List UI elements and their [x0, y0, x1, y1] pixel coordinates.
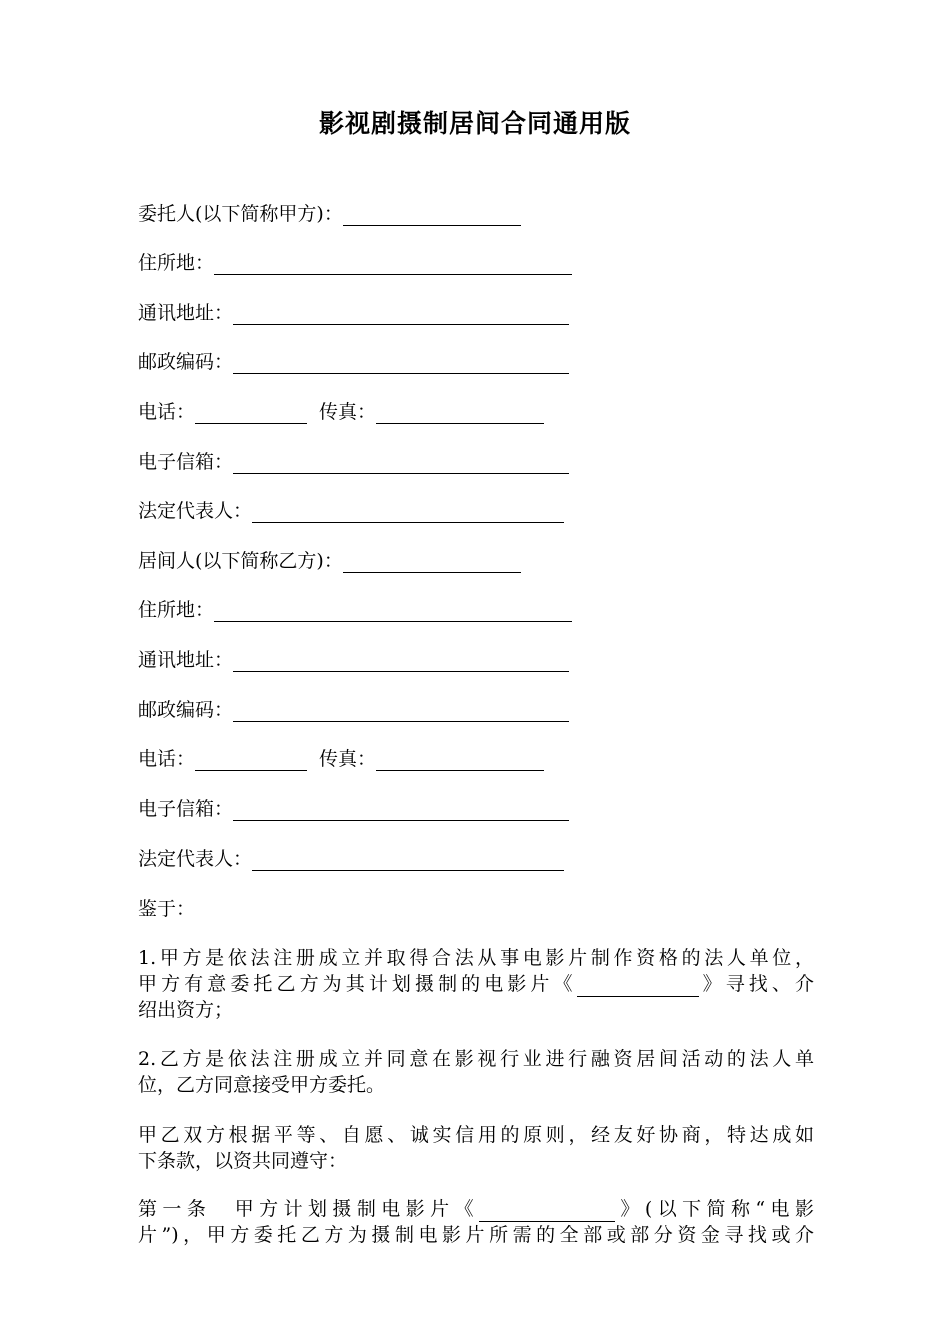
party-b-legal-rep-label: 法定代表人： [138, 848, 253, 870]
party-b-heading-label: 居间人(以下简称乙方)： [138, 550, 343, 572]
party-b-postcode-field [138, 698, 569, 722]
clause-1-line-2-text-a: 甲方有意委托乙方为其计划摄制的电影片《 [138, 973, 577, 995]
article-1-label: 第一条 [138, 1198, 212, 1220]
article-1-line-1 [138, 1196, 814, 1222]
party-a-email-field [138, 450, 569, 474]
party-b-email-label: 电子信箱： [138, 798, 234, 820]
whereas-heading: 鉴于： [138, 898, 196, 920]
party-a-fax-blank[interactable] [376, 403, 544, 424]
party-a-email-label: 电子信箱： [138, 451, 234, 473]
party-b-email-blank[interactable] [233, 800, 569, 821]
party-b-postcode-blank[interactable] [233, 701, 569, 722]
party-a-residence-label: 住所地： [138, 252, 215, 274]
agreement-line-1: 甲乙双方根据平等、自愿、诚实信用的原则，经友好协商，特达成如 [138, 1124, 814, 1146]
party-a-residence-blank[interactable] [214, 254, 572, 275]
party-a-phone-blank[interactable] [195, 403, 307, 424]
clause-2-paragraph [138, 1046, 814, 1098]
party-a-address-label: 通讯地址： [138, 302, 234, 324]
party-a-heading-field [138, 202, 521, 226]
clause-1-line-3: 绍出资方； [138, 999, 234, 1021]
party-b-phone-fax-field [138, 747, 544, 771]
agreement-paragraph [138, 1122, 814, 1174]
party-a-legal-rep-blank[interactable] [252, 502, 564, 523]
party-b-address-label: 通讯地址： [138, 649, 234, 671]
party-b-legal-rep-blank[interactable] [252, 850, 564, 871]
party-b-legal-rep-field [138, 847, 564, 871]
party-a-postcode-label: 邮政编码： [138, 351, 234, 373]
party-b-residence-field [138, 598, 572, 622]
article-1-film-title-blank[interactable] [479, 1201, 615, 1222]
clause-1-line-1: 1.甲方是依法注册成立并取得合法从事电影片制作资格的法人单位， [138, 947, 814, 969]
clause-1-line-2 [138, 971, 814, 997]
party-a-legal-rep-field [138, 499, 564, 523]
party-a-email-blank[interactable] [233, 453, 569, 474]
article-1-line-1-text-a: 甲方计划摄制电影片《 [229, 1198, 479, 1220]
party-b-email-field [138, 797, 569, 821]
clause-2-line-1: 2.乙方是依法注册成立并同意在影视行业进行融资居间活动的法人单 [138, 1048, 814, 1070]
party-b-name-blank[interactable] [343, 552, 521, 573]
party-a-phone-label: 电话： [138, 401, 196, 423]
agreement-line-2: 下条款，以资共同遵守： [138, 1150, 348, 1172]
party-b-fax-blank[interactable] [376, 750, 544, 771]
party-b-phone-label: 电话： [138, 748, 196, 770]
party-a-residence-field [138, 251, 572, 275]
party-a-postcode-field [138, 350, 569, 374]
party-a-address-field [138, 301, 569, 325]
party-b-postcode-label: 邮政编码： [138, 699, 234, 721]
article-1-line-2: 片”)，甲方委托乙方为摄制电影片所需的全部或部分资金寻找或介 [138, 1224, 814, 1246]
party-a-phone-fax-field [138, 400, 544, 424]
party-b-residence-blank[interactable] [214, 601, 572, 622]
party-b-address-blank[interactable] [233, 651, 569, 672]
clause-1-paragraph [138, 945, 814, 1023]
party-a-heading-label: 委托人(以下简称甲方)： [138, 203, 343, 225]
party-a-legal-rep-label: 法定代表人： [138, 500, 253, 522]
article-1-paragraph [138, 1196, 814, 1248]
party-b-residence-label: 住所地： [138, 599, 215, 621]
party-a-name-blank[interactable] [343, 205, 521, 226]
party-a-postcode-blank[interactable] [233, 353, 569, 374]
clause-1-line-2-text-b: 》寻找、介 [698, 973, 814, 995]
party-a-address-blank[interactable] [233, 304, 569, 325]
party-b-heading-field [138, 549, 521, 573]
article-1-line-1-text-b: 》(以下简称“电影 [615, 1198, 814, 1220]
clause-2-line-2: 位，乙方同意接受甲方委托。 [138, 1074, 386, 1096]
document-title: 影视剧摄制居间合同通用版 [318, 109, 631, 138]
party-b-phone-blank[interactable] [195, 750, 307, 771]
party-b-fax-label: 传真： [319, 748, 377, 770]
film-title-blank[interactable] [577, 976, 699, 997]
party-b-address-field [138, 648, 569, 672]
party-a-fax-label: 传真： [319, 401, 377, 423]
